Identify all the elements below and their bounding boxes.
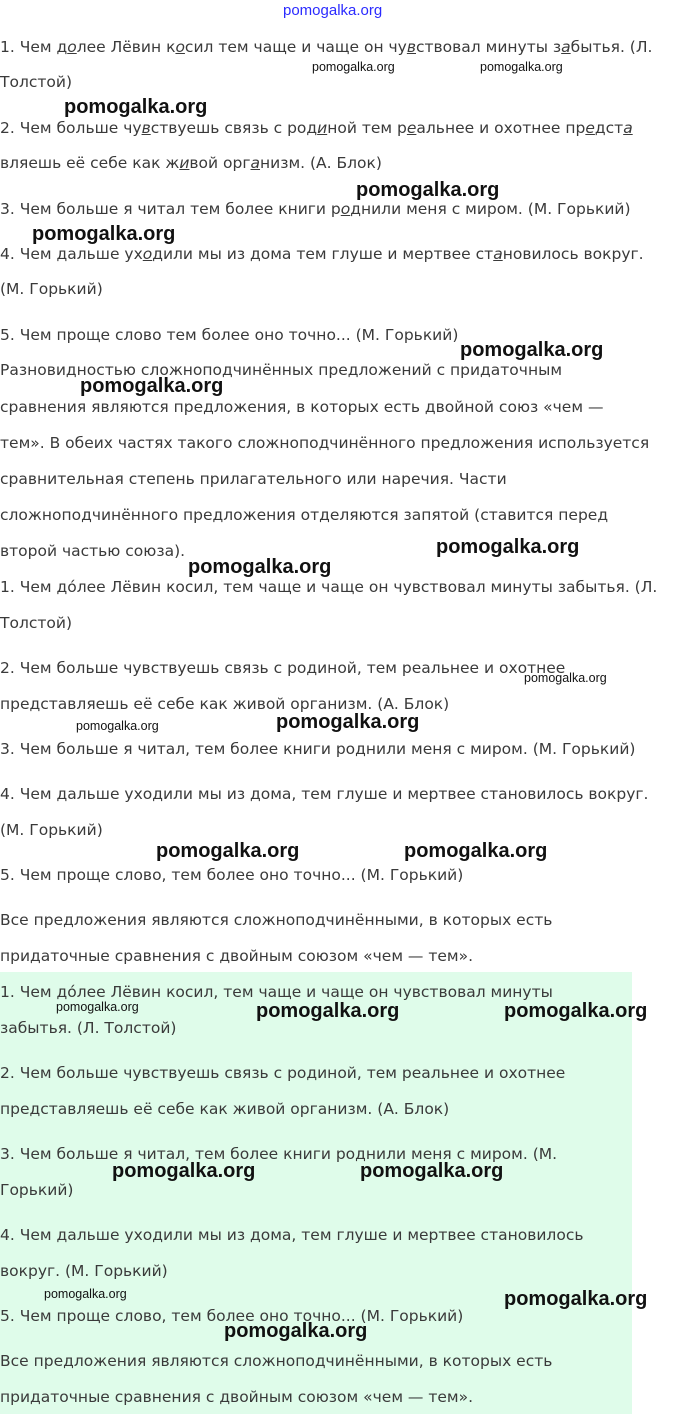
s1-sentence-3: 3. Чем больше я читал тем более книги роднили меня с миром. (М. Горький) bbox=[0, 200, 631, 218]
watermark: pomogalka.org bbox=[64, 96, 208, 118]
s3-line: Горький) bbox=[0, 1181, 74, 1199]
watermark: pomogalka.org bbox=[76, 719, 159, 733]
s2-line: Все предложения являются сложноподчинёнными, в которых есть bbox=[0, 911, 553, 929]
s2-line: представляешь её себе как живой организм. (А. Блок) bbox=[0, 695, 450, 713]
watermark: pomogalka.org bbox=[356, 179, 500, 201]
s1-sentence-5: 5. Чем проще слово тем более оно точно... (М. Горький) bbox=[0, 326, 459, 344]
watermark: pomogalka.org bbox=[156, 840, 300, 862]
s2-line: Толстой) bbox=[0, 614, 73, 632]
s1-sentence-4-line-1: 4. Чем дальше уходили мы из дома тем глуше и мертвее становилось вокруг. bbox=[0, 245, 644, 263]
watermark: pomogalka.org bbox=[224, 1320, 368, 1342]
explanation-line: сравнительная степень прилагательного или наречия. Части bbox=[0, 470, 507, 488]
s2-line: 4. Чем дальше уходили мы из дома, тем глуше и мертвее становилось вокруг. bbox=[0, 785, 649, 803]
watermark: pomogalka.org bbox=[312, 60, 395, 74]
s2-line: 3. Чем больше я читал, тем более книги роднили меня с миром. (М. Горький) bbox=[0, 740, 636, 758]
watermark: pomogalka.org bbox=[44, 1287, 127, 1301]
watermark: pomogalka.org bbox=[188, 556, 332, 578]
watermark: pomogalka.org bbox=[436, 536, 580, 558]
watermark: pomogalka.org bbox=[404, 840, 548, 862]
s1-sentence-1-line-1: 1. Чем долее Лёвин косил тем чаще и чаще он чувствовал минуты забытья. (Л. bbox=[0, 38, 653, 56]
s3-line: 1. Чем до́лее Лёвин косил, тем чаще и чаще он чувствовал минуты bbox=[0, 983, 553, 1001]
watermark: pomogalka.org bbox=[504, 1288, 648, 1310]
s3-line: 2. Чем больше чувствуешь связь с родиной, тем реальнее и охотнее bbox=[0, 1064, 566, 1082]
s2-line: 5. Чем проще слово, тем более оно точно... (М. Горький) bbox=[0, 866, 464, 884]
explanation-line: сложноподчинённого предложения отделяются запятой (ставится перед bbox=[0, 506, 609, 524]
watermark: pomogalka.org bbox=[256, 1000, 400, 1022]
watermark: pomogalka.org bbox=[460, 339, 604, 361]
s3-line: 4. Чем дальше уходили мы из дома, тем глуше и мертвее становилось bbox=[0, 1226, 584, 1244]
site-watermark-top: pomogalka.org bbox=[283, 2, 383, 19]
s1-sentence-2-line-1: 2. Чем больше чувствуешь связь с родиной тем реальнее и охотнее предста bbox=[0, 119, 633, 137]
explanation-line: сравнения являются предложения, в которых есть двойной союз «чем — bbox=[0, 398, 604, 416]
explanation-line: тем». В обеих частях такого сложноподчинённого предложения используется bbox=[0, 434, 650, 452]
s1-sentence-4-line-2: (М. Горький) bbox=[0, 280, 103, 298]
watermark: pomogalka.org bbox=[80, 375, 224, 397]
s3-line: придаточные сравнения с двойным союзом «чем — тем». bbox=[0, 1388, 474, 1406]
watermark: pomogalka.org bbox=[524, 671, 607, 685]
watermark: pomogalka.org bbox=[32, 223, 176, 245]
watermark: pomogalka.org bbox=[112, 1160, 256, 1182]
s2-line: 2. Чем больше чувствуешь связь с родиной, тем реальнее и охотнее bbox=[0, 659, 566, 677]
explanation-line: Разновидностью сложноподчинённых предложений с придаточным bbox=[0, 361, 563, 379]
s3-line: Все предложения являются сложноподчинёнными, в которых есть bbox=[0, 1352, 553, 1370]
watermark: pomogalka.org bbox=[276, 711, 420, 733]
s2-line: (М. Горький) bbox=[0, 821, 103, 839]
watermark: pomogalka.org bbox=[504, 1000, 648, 1022]
s2-line: 1. Чем до́лее Лёвин косил, тем чаще и чаще он чувствовал минуты забытья. (Л. bbox=[0, 578, 658, 596]
s1-sentence-2-line-2: вляешь её себе как живой организм. (А. Блок) bbox=[0, 154, 382, 172]
explanation-line: второй частью союза). bbox=[0, 542, 186, 560]
s1-sentence-1-line-2: Толстой) bbox=[0, 73, 73, 91]
s3-line: 5. Чем проще слово, тем более оно точно... (М. Горький) bbox=[0, 1307, 464, 1325]
answer-highlight-panel bbox=[0, 972, 632, 1414]
s3-line: забытья. (Л. Толстой) bbox=[0, 1019, 177, 1037]
watermark: pomogalka.org bbox=[56, 1000, 139, 1014]
s3-line: представляешь её себе как живой организм. (А. Блок) bbox=[0, 1100, 450, 1118]
s3-line: вокруг. (М. Горький) bbox=[0, 1262, 168, 1280]
watermark: pomogalka.org bbox=[360, 1160, 504, 1182]
s2-line: придаточные сравнения с двойным союзом «чем — тем». bbox=[0, 947, 474, 965]
s3-line: 3. Чем больше я читал, тем более книги роднили меня с миром. (М. bbox=[0, 1145, 558, 1163]
watermark: pomogalka.org bbox=[480, 60, 563, 74]
